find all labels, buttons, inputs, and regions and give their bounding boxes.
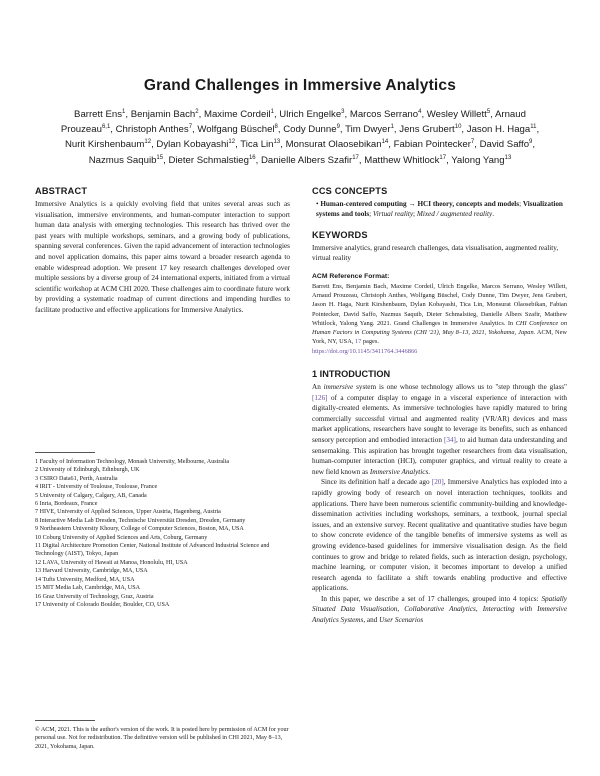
ccs-arrow: → <box>408 200 416 208</box>
author-name: Wolfgang Büschel$^8$ <box>197 124 278 136</box>
affiliation-footnote: 11 Digital Architecture Promotion Center, National Institute of Advanced Industrial Science and Technology (AIST), Tokyo, Japan <box>35 543 270 558</box>
affiliation-footnote: 16 Graz University of Technology, Graz, Austria <box>35 593 154 600</box>
doi-link[interactable]: https://doi.org/10.1145/3411764.3446866 <box>312 347 418 355</box>
intro-paragraph-1 <box>312 382 567 477</box>
author-name: Benjamin Bach$^2$ <box>130 108 199 120</box>
author-affiliation-mark: 9 <box>529 139 533 146</box>
author-affiliation-mark: 10 <box>454 124 462 131</box>
affiliation-footnote: 7 HIVE, University of Applied Sciences, Upper Austria, Hagenberg, Austria <box>35 509 221 516</box>
topic-name: Collaborative Analytics <box>404 605 476 614</box>
author-affiliation-mark: 17 <box>439 154 447 161</box>
reference-pages-suffix: pages. <box>361 338 379 346</box>
author-name: Arnaud Prouzeau$^{6,1}$ <box>60 109 526 136</box>
author-name: Nazmus Saquib$^{15}$ <box>88 154 164 166</box>
topic-name: User Scenarios <box>379 616 424 625</box>
affiliation-footnote: 13 Harvard University, Cambridge, MA, USA <box>35 568 148 575</box>
author-affiliation-mark: 9 <box>336 124 340 131</box>
intro-text: Since its definition half a decade ago <box>321 478 432 487</box>
author-name: Fabian Pointecker$^7$ <box>393 139 475 151</box>
author-name: Yalong Yang$^{13}$ <box>451 154 512 166</box>
pages-link[interactable]: 17 <box>354 338 362 346</box>
affiliation-footnote: 2 University of Edinburgh, Edinburgh, UK <box>35 467 140 474</box>
author-affiliation-mark: 12 <box>144 139 152 146</box>
author-affiliation-mark: 12 <box>228 139 236 146</box>
ccs-concept-2: HCI theory, concepts and models <box>417 200 520 208</box>
footnote-divider <box>35 452 95 453</box>
citation-link[interactable]: [34] <box>443 435 456 444</box>
ccs-concept-5: Mixed / augmented reality <box>416 210 493 219</box>
author-name: Matthew Whitlock$^{17}$ <box>364 154 447 166</box>
intro-text: , to aid human data understanding and sensemaking. This aspiration has brought together researchers from data visualisation, human-computer interaction (HCI), computer graphics, and virtual reality to create a new field known as <box>312 435 567 476</box>
author-affiliation-mark: 13 <box>273 139 281 146</box>
intro-text: of a computer display to engage in a visceral experience of interaction with digitally-created elements. As immersive technologies have rapidly matured to bring commercially successful virtual and augmented reality (VR/AR) devices and mass market applications, researchers have sought to leverage its benefits, such as enhanced sensory perception and embodied interaction <box>312 393 567 444</box>
affiliation-footnote: 14 Tufts University, Medford, MA, USA <box>35 576 135 583</box>
abstract-heading: ABSTRACT <box>35 186 88 196</box>
intro-term: Immersive Analytics <box>369 467 429 476</box>
intro-text: system is one whose technology allows us to "step through the glass" <box>353 383 567 391</box>
author-name: Maxime Cordeil$^1$ <box>203 108 274 120</box>
author-name: David Saffo$^9$ <box>479 139 533 151</box>
paper-title: Grand Challenges in Immersive Analytics <box>143 77 457 94</box>
ccs-concept-4: Virtual reality <box>372 210 414 219</box>
author-affiliation-mark: 15 <box>156 154 164 161</box>
intro-text: . <box>428 467 431 476</box>
ccs-sep: . <box>492 210 495 219</box>
ccs-concept-3: Visualization systems and tools <box>316 200 563 219</box>
author-name: Cody Dunne$^9$ <box>283 124 340 136</box>
introduction-heading: 1 INTRODUCTION <box>312 369 391 379</box>
affiliation-footnote: 8 Interactive Media Lab Dresden, Technische Universität Dresden, Dresden, Germany <box>35 517 246 524</box>
keywords-text: Immersive analytics, grand research challenges, data visualisation, augmented reality, virtual reality <box>312 243 559 263</box>
ccs-sep: ; <box>519 200 522 208</box>
author-affiliation-mark: 13 <box>504 154 512 161</box>
copyright-notice: © ACM, 2021. This is the author's version of the work. It is posted here by permission of ACM for your personal use. Not for redistribution. The definitive version will be published in CHI 2021, May 8–13, 2021, Yokohama, Japan. <box>35 727 289 750</box>
author-affiliation-mark: 1 <box>122 108 126 115</box>
ccs-bullet: • <box>316 200 319 208</box>
intro-text: , Immersive Analytics has exploded into a rapidly growing body of research on novel interaction techniques, toolkits and applications. There have been numerous scientific community-building and knowledge-dissemination activities including workshops, seminars, a textbook, journal special issues, and an extensive survey. Recent qualitative and quantitative studies have begun to show concrete evidence of the tangible benefits of immersive systems as well as growing evidence-based guidelines for immersive visualisation design. As the field continues to grow and bridge to related fields, such as interaction design, psychology, machine learning, or computer vision, it becomes important to develop a unified research agenda to facilitate a shift towards enabling productive and effective applications. <box>312 478 567 593</box>
intro-text: , <box>475 605 483 614</box>
author-name: Tica Lin$^{13}$ <box>240 139 281 151</box>
intro-paragraph-3 <box>312 594 567 626</box>
affiliation-footnote: 3 CSIRO Data61, Perth, Australia <box>35 475 118 482</box>
affiliation-footnote: 6 Inria, Bordeaux, France <box>35 501 98 508</box>
author-name: Ulrich Engelke$^3$ <box>279 108 345 120</box>
author-affiliation-mark: 3 <box>341 108 345 115</box>
affiliation-footnote: 9 Northeastern University Khoury, College of Computer Sciences, Boston, MA, USA <box>35 526 244 533</box>
author-affiliation-mark: 14 <box>381 139 389 146</box>
author-affiliation-mark: 8 <box>274 124 278 131</box>
author-name: Christoph Anthes$^7$ <box>115 124 193 136</box>
author-name: Wesley Willett$^5$ <box>426 108 491 120</box>
author-name: Jens Grubert$^{10}$ <box>399 124 462 136</box>
reference-publisher: ACM, New York, NY, USA, <box>312 329 567 346</box>
ccs-concept-1: Human-centered computing <box>320 200 407 208</box>
author-affiliation-mark: 5 <box>486 108 491 115</box>
affiliation-footnote: 5 University of Calgary, Calgary, AB, Canada <box>35 492 147 499</box>
reference-venue: CHI Conference on Human Factors in Computing Systems (CHI '21), May 8–13, 2021, Yokohama, Japan. <box>312 319 567 337</box>
author-affiliation-mark: 1 <box>390 124 394 131</box>
author-list: Barrett Ens$^1$, Benjamin Bach$^2$, Maxime Cordeil$^1$, Ulrich Engelke$^3$, Marcos Serrano$^4$, Wesley Willett$^5$, Arnaud Prouzeau$^{6,1}$, Christoph Anthes$^7$, Wolfgang Büschel$^8$, Cody Dunne$^9$, Tim Dwyer$^1$, Jens Grubert$^{10}$, Jason H. Haga$^{11}$, Nurit Kirshenbaum$^{12}$, Dylan Kobayashi$^{12}$, Tica Lin$^{13}$, Monsurat Olaosebikan$^{14}$, Fabian Pointecker$^7$, David Saffo$^9$, Nazmus Saquib$^{15}$, Dieter Schmalstieg$^{16}$, Danielle Albers Szafir$^{17}$, Matthew Whitlock$^{17}$, Yalong Yang$^{13}$ <box>60 108 540 166</box>
author-name: Jason H. Haga$^{11}$ <box>466 124 537 136</box>
author-affiliation-mark: 2 <box>195 108 199 115</box>
right-column <box>312 186 567 626</box>
ccs-sep: ; <box>413 210 416 219</box>
affiliation-footnote: 4 IRIT - University of Toulouse, Toulouse, France <box>35 484 158 491</box>
ccs-sep: ; <box>369 210 372 219</box>
author-affiliation-mark: 7 <box>188 124 193 131</box>
intro-text: , and <box>363 616 380 625</box>
intro-text: , <box>397 605 405 614</box>
author-affiliation-mark: 17 <box>352 154 359 161</box>
intro-paragraph-2 <box>312 477 567 594</box>
author-name: Barrett Ens$^1$ <box>74 108 126 120</box>
copyright-block <box>35 720 290 751</box>
abstract-text: Immersive Analytics is a quickly evolving field that unites several areas such as visualisation, immersive environments, and human-computer interaction to support human data analysis with emerging technologies. This research has thrived over the past years with multiple workshops, seminars, and a growing body of publications, spanning several conferences. Given the rapid advancement of interaction technologies and novel application domains, this paper aims toward a broader research agenda to enable widespread adoption. We present 17 key research challenges developed over multiple sessions by a diverse group of 24 international experts, initiated from a virtual scientific workshop at ACM CHI 2020. These challenges aim to coordinate future work by providing a systematic roadmap of current directions and impending hurdles to facilitate productive and effective applications for Immersive Analytics. <box>35 200 290 314</box>
author-name: Tim Dwyer$^1$ <box>345 124 394 136</box>
citation-link[interactable]: [20] <box>431 478 444 487</box>
author-name: Danielle Albers Szafir$^{17}$ <box>261 154 359 166</box>
introduction-section <box>312 369 567 626</box>
author-affiliation-mark: 11 <box>530 124 537 131</box>
intro-term: immersive <box>323 383 354 391</box>
topic-name: Spatially Situated Data Visualisation <box>312 594 567 614</box>
author-name: Monsurat Olaosebikan$^{14}$ <box>285 139 389 151</box>
affiliation-footnote: 17 University of Colorado Boulder, Boulder, CO, USA <box>35 601 170 608</box>
keywords-heading: KEYWORDS <box>312 229 368 240</box>
author-name: Marcos Serrano$^4$ <box>349 108 422 120</box>
reference-citation: Barrett Ens, Benjamin Bach, Maxime Cordeil, Ulrich Engelke, Marcos Serrano, Wesley Willett, Arnaud Prouzeau, Christoph Anthes, Wolfgang Büschel, Cody Dunne, Tim Dwyer, Jens Grubert, Jason H. Haga, Nurit Kirshenbaum, Dylan Kobayashi, Tica Lin, Monsurat Olaosebikan, Fabian Pointecker, David Saffo, Nazmus Saquib, Dieter Schmalstieg, Danielle Albers Szafir, Matthew Whitlock, Yalong Yang. 2021. Grand Challenges in Immersive Analytics. In <box>312 282 567 327</box>
author-affiliation-mark: 4 <box>418 108 422 115</box>
affiliation-footnote: 1 Faculty of Information Technology, Monash University, Melbourne, Australia <box>35 459 230 465</box>
intro-text: In this paper, we describe a set of 17 challenges, grouped into 4 topics: <box>321 594 542 603</box>
affiliation-footnote: 10 Coburg University of Applied Sciences and Arts, Coburg, Germany <box>35 534 208 541</box>
citation-link[interactable]: [126] <box>312 393 328 402</box>
intro-text: An <box>312 383 324 391</box>
ccs-concepts <box>312 199 567 220</box>
reference-text <box>312 282 567 356</box>
author-affiliation-mark: 7 <box>470 139 475 146</box>
author-name: Dieter Schmalstieg$^{16}$ <box>168 154 256 166</box>
topic-name: Interacting with Immersive Analytics Systems <box>312 605 568 625</box>
reference-heading: ACM Reference Format: <box>312 272 390 280</box>
author-affiliation-mark: 1 <box>270 108 274 115</box>
author-name: Dylan Kobayashi$^{12}$ <box>156 139 236 151</box>
author-name: Nurit Kirshenbaum$^{12}$ <box>64 139 152 151</box>
acm-reference <box>312 273 567 356</box>
ccs-heading: CCS CONCEPTS <box>312 186 388 196</box>
author-affiliation-mark: 6,1 <box>101 124 111 131</box>
affiliation-footnote: 15 MIT Media Lab, Cambridge, MA, USA <box>35 585 140 592</box>
author-affiliation-mark: 16 <box>248 154 256 161</box>
copyright-divider <box>35 720 95 721</box>
affiliation-footnotes <box>35 452 290 609</box>
affiliation-footnote: 12 LAVA, University of Hawaii at Manoa, Honolulu, HI, USA <box>35 559 188 566</box>
footnote-list <box>35 458 290 609</box>
left-column <box>35 186 290 316</box>
